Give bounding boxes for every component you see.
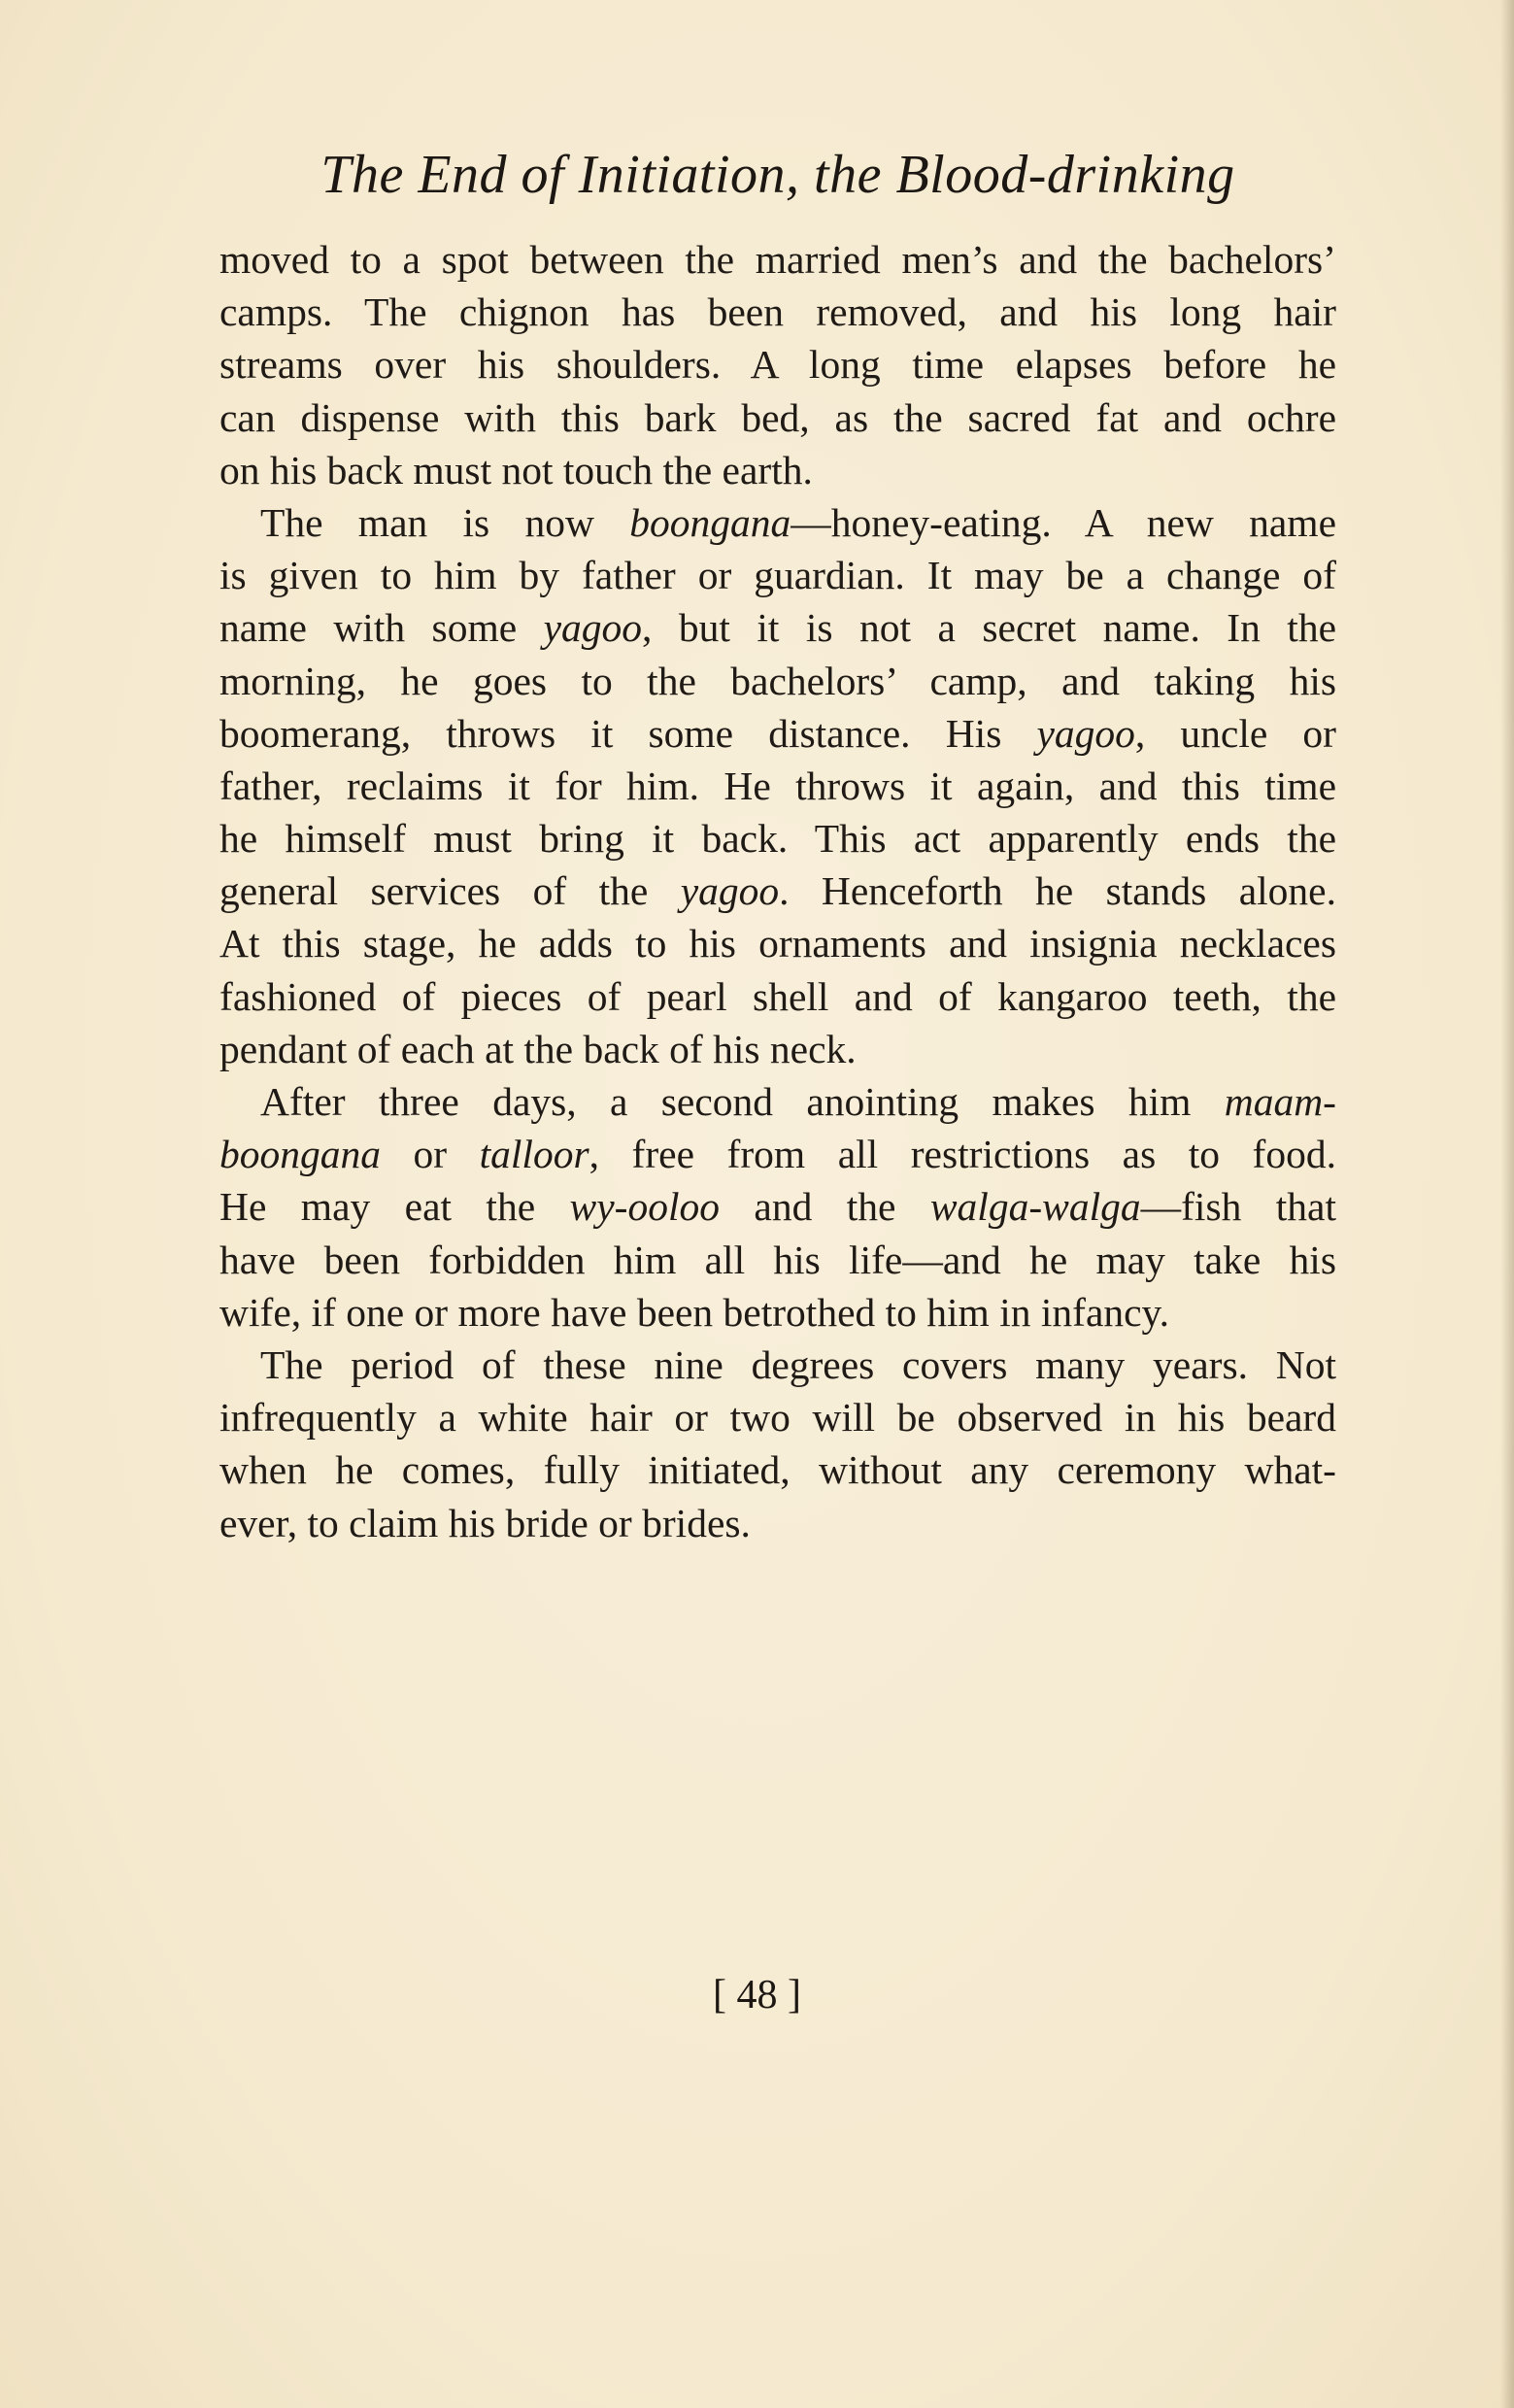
running-head: The End of Initiation, the Blood-drinking [320, 145, 1235, 205]
text-line: when he comes, fully initiated, without any ceremony what- [219, 1447, 1336, 1493]
text-line: he himself must bring it back. This act apparently ends the [219, 816, 1336, 862]
text-line: can dispense with this bark bed, as the sacred fat and ochre [219, 394, 1336, 440]
text-line: The period of these nine degrees covers many years. Not [260, 1341, 1336, 1387]
text-line: After three days, a second anointing makes him maam- [260, 1079, 1336, 1124]
body-text [219, 233, 1336, 1549]
page-edge-shadow [1500, 0, 1514, 2408]
text-line: name with some yagoo, but it is not a secret name. In the [219, 605, 1337, 651]
text-line: streams over his shoulders. A long time elapses before he [219, 342, 1336, 388]
text-line: boongana or talloor, free from all restrictions as to food. [219, 1132, 1336, 1177]
text-line: The man is now boongana—honey-eating. A new name [260, 499, 1337, 545]
text-line: moved to a spot between the married men’s and the bachelors’ [219, 237, 1336, 282]
text-line: pendant of each at the back of his neck. [219, 1026, 857, 1071]
text-line: general services of the yagoo. Henceforth he stands alone. [219, 868, 1336, 914]
text-line: ever, to claim his bride or brides. [219, 1500, 751, 1545]
text-line: father, reclaims it for him. He throws it again, and this time [219, 763, 1336, 808]
text-line: boomerang, throws it some distance. His yagoo, uncle or [219, 710, 1336, 756]
text-line: morning, he goes to the bachelors’ camp, and taking his [219, 658, 1336, 703]
text-line: wife, if one or more have been betrothed to him in infancy. [219, 1289, 1169, 1335]
text-line: camps. The chignon has been removed, and his long hair [219, 289, 1336, 335]
text-line: He may eat the wy-ooloo and the walga-walga—fish that [219, 1184, 1336, 1230]
text-line: fashioned of pieces of pearl shell and of kangaroo teeth, the [219, 973, 1336, 1019]
text-line: have been forbidden him all his life—and he may take his [219, 1237, 1336, 1282]
page-number: [ 48 ] [713, 1973, 801, 2018]
text-line: At this stage, he adds to his ornaments and insignia necklaces [219, 921, 1336, 967]
text-line: infrequently a white hair or two will be observed in his beard [219, 1395, 1336, 1441]
text-line: on his back must not touch the earth. [219, 447, 813, 492]
text-line: is given to him by father or guardian. It may be a change of [219, 553, 1336, 598]
